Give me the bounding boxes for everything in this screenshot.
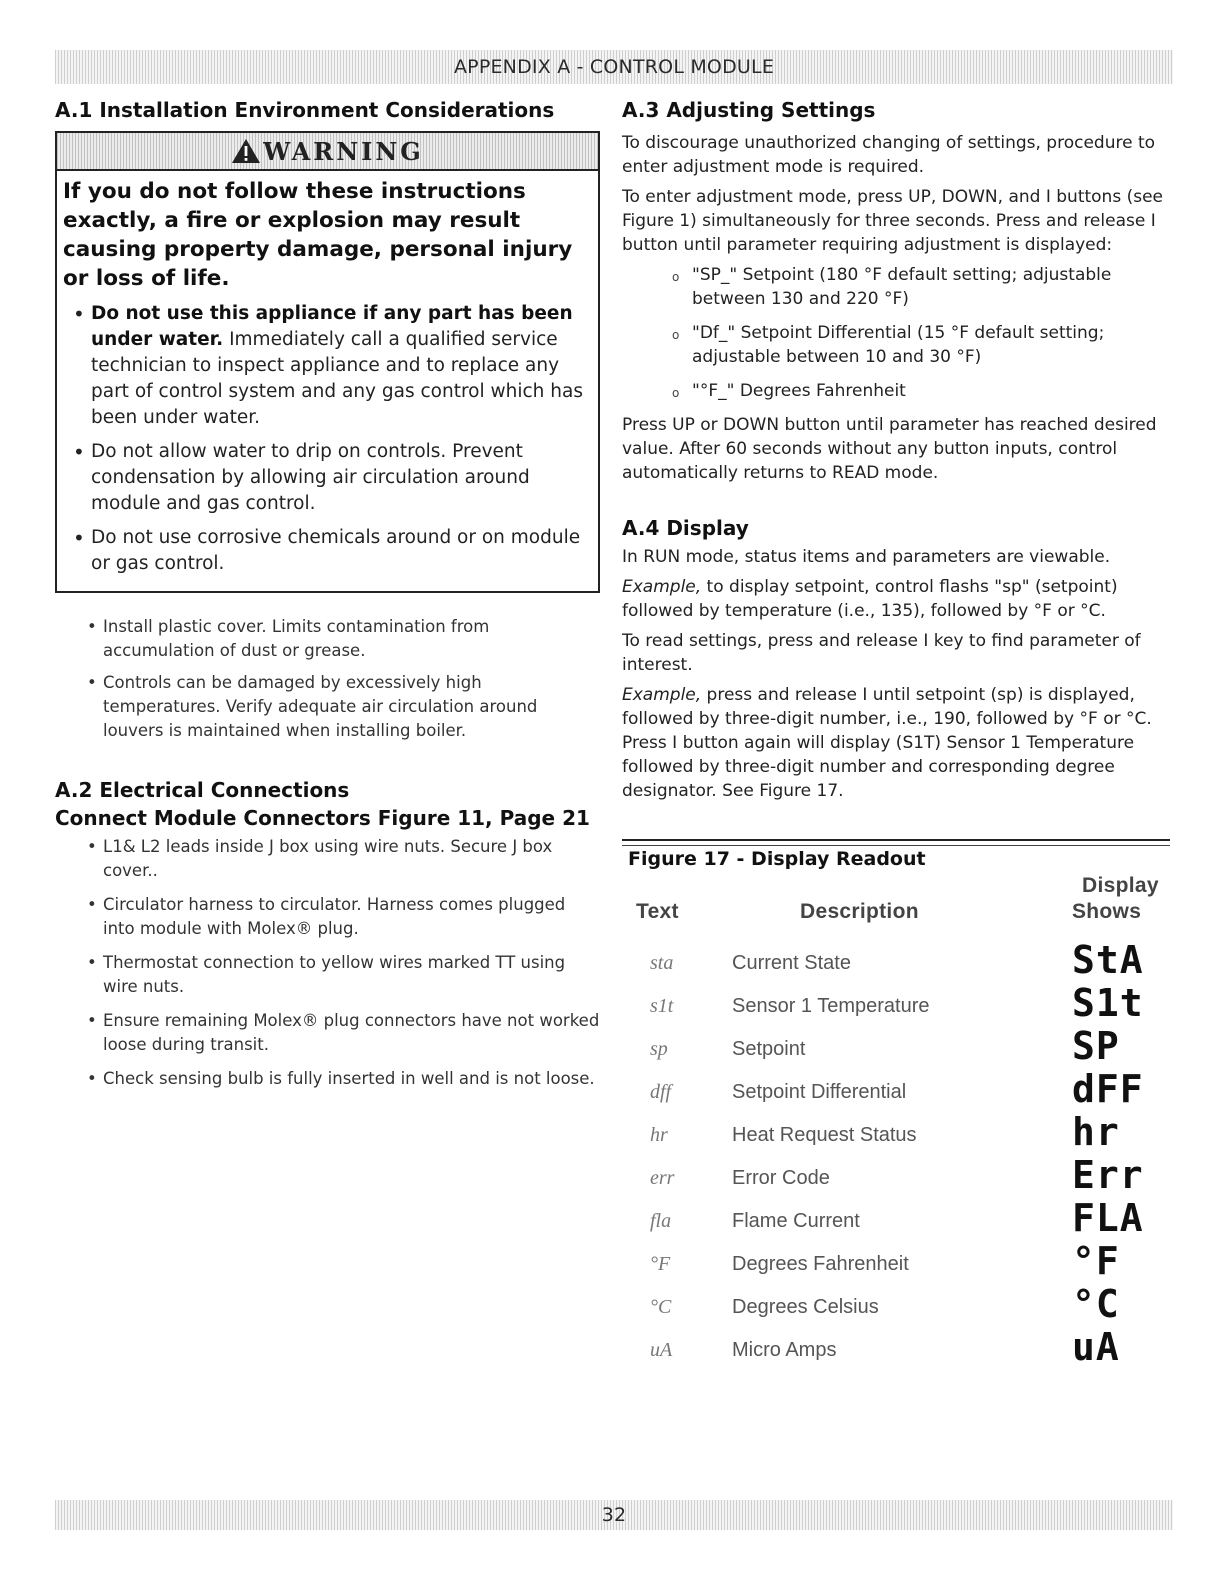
- warning-label: WARNING: [263, 136, 424, 166]
- column-header-shows: Shows: [1072, 900, 1142, 923]
- row-display-readout: StA: [1072, 938, 1144, 982]
- row-text-code: fla: [650, 1210, 672, 1232]
- table-row: [622, 938, 1170, 986]
- figure-top-rule: [622, 839, 1170, 841]
- section-a1-title: A.1 Installation Environment Considerations: [55, 98, 555, 122]
- row-description: Current State: [732, 952, 851, 974]
- page-header-title: APPENDIX A - CONTROL MODULE: [453, 56, 775, 78]
- header-band: [55, 50, 1173, 84]
- table-row: [622, 1282, 1170, 1330]
- row-display-readout: dFF: [1072, 1067, 1144, 1111]
- row-display-readout: FLA: [1072, 1196, 1144, 1240]
- table-row: [622, 1196, 1170, 1244]
- list-item: o "°F_" Degrees Fahrenheit: [680, 379, 1170, 403]
- list-item: o "Df_" Setpoint Differential (15 °F default setting; adjustable between 10 and 30 °F): [680, 321, 1170, 369]
- column-header-display: Display: [1082, 874, 1159, 897]
- a4-example-label-2: Example,: [622, 685, 702, 705]
- page-number: 32: [601, 1504, 627, 1526]
- row-text-code: s1t: [650, 995, 674, 1017]
- warning-lead: If you do not follow these instructions exactly, a fire or explosion may result causing property damage, personal injury or loss of life.: [63, 179, 573, 291]
- section-a4-title: A.4 Display: [622, 516, 749, 540]
- section-a3-title: A.3 Adjusting Settings: [622, 98, 876, 122]
- table-row: [622, 1110, 1170, 1158]
- row-display-readout: °C: [1072, 1282, 1120, 1326]
- row-description: Degrees Fahrenheit: [732, 1253, 909, 1275]
- table-row: [622, 1239, 1170, 1287]
- warning-item-water: [69, 301, 590, 431]
- footer-band: [55, 1500, 1173, 1530]
- a3-paragraph-2: To enter adjustment mode, press UP, DOWN, and I buttons (see Figure 1) simultaneously for three seconds. Press and release I button until parameter requiring adjustment is displayed:: [622, 187, 1163, 255]
- warning-box: [55, 131, 600, 593]
- row-description: Micro Amps: [732, 1339, 837, 1361]
- row-display-readout: SP: [1072, 1024, 1120, 1068]
- row-text-code: °F: [650, 1253, 671, 1275]
- a4-paragraph-4: [622, 683, 1170, 803]
- warning-header: [57, 133, 598, 171]
- connection-list: [55, 835, 600, 1091]
- table-row: [622, 1067, 1170, 1115]
- list-item: • Install plastic cover. Limits contamination from accumulation of dust or grease.: [85, 615, 600, 663]
- row-text-code: err: [650, 1167, 675, 1189]
- row-display-readout: Err: [1072, 1153, 1144, 1197]
- row-text-code: dff: [650, 1081, 672, 1103]
- row-text-code: sta: [650, 952, 674, 974]
- a3-paragraph-1: To discourage unauthorized changing of settings, procedure to enter adjustment mode is required.: [622, 133, 1156, 177]
- row-display-readout: °F: [1072, 1239, 1120, 1283]
- list-item: • Circulator harness to circulator. Harness comes plugged into module with Molex® plug.: [85, 893, 600, 941]
- row-description: Setpoint: [732, 1038, 806, 1060]
- row-text-code: sp: [650, 1038, 668, 1060]
- row-text-code: °C: [650, 1296, 672, 1318]
- a4-example-label: Example,: [622, 577, 702, 597]
- list-item: • Check sensing bulb is fully inserted in well and is not loose.: [85, 1067, 600, 1091]
- a4-paragraph-3: To read settings, press and release I key to find parameter of interest.: [622, 631, 1141, 675]
- figure-second-rule: [622, 845, 1170, 846]
- list-item: • Thermostat connection to yellow wires marked TT using wire nuts.: [85, 951, 600, 999]
- table-row: [622, 981, 1170, 1029]
- row-display-readout: S1t: [1072, 981, 1144, 1025]
- warning-item-chemicals: • Do not use corrosive chemicals around or on module or gas control.: [69, 525, 590, 577]
- left-column: [55, 97, 600, 1101]
- a4-paragraph-4-text: press and release I until setpoint (sp) is displayed, followed by three-digit number, i.e., 190, followed by °F or °C. Press I button again will display (S1T) Sensor 1 Temperature followed by three-digit number and corresponding degree designator. See Figure 17.: [622, 685, 1152, 801]
- table-row: [622, 1153, 1170, 1201]
- list-item: o "SP_" Setpoint (180 °F default setting; adjustable between 130 and 220 °F): [680, 263, 1170, 311]
- warning-triangle-icon: [231, 138, 261, 164]
- row-text-code: uA: [650, 1339, 673, 1361]
- right-column: [622, 97, 1170, 1369]
- list-item: • Ensure remaining Molex® plug connectors have not worked loose during transit.: [85, 1009, 600, 1057]
- row-description: Setpoint Differential: [732, 1081, 907, 1103]
- row-display-readout: uA: [1072, 1325, 1120, 1369]
- row-description: Sensor 1 Temperature: [732, 995, 930, 1017]
- a4-paragraph-2-text: to display setpoint, control flashs "sp" (setpoint) followed by temperature (i.e., 135), followed by °F or °C.: [622, 577, 1118, 621]
- a4-paragraph-2: [622, 575, 1170, 623]
- section-a2-title: A.2 Electrical Connections: [55, 778, 350, 802]
- row-description: Flame Current: [732, 1210, 860, 1232]
- list-item: • Controls can be damaged by excessively high temperatures. Verify adequate air circulation around louvers is maintained when installing boiler.: [85, 671, 600, 743]
- row-text-code: hr: [650, 1124, 668, 1146]
- display-readout-table: [622, 874, 1170, 1369]
- table-row: [622, 1024, 1170, 1072]
- row-display-readout: hr: [1072, 1110, 1120, 1154]
- column-header-description: Description: [800, 900, 919, 923]
- column-header-text: Text: [636, 900, 679, 923]
- warning-list: [57, 297, 598, 577]
- row-description: Error Code: [732, 1167, 830, 1189]
- warning-item-water-text: Immediately call a qualified service technician to inspect appliance and to replace any part of control system and any gas control which has been under water.: [91, 329, 583, 428]
- table-row: [622, 1325, 1170, 1373]
- warning-item-drip: • Do not allow water to drip on controls. Prevent condensation by allowing air circulation around module and gas control.: [69, 439, 590, 517]
- row-description: Heat Request Status: [732, 1124, 917, 1146]
- a3-paragraph-3: Press UP or DOWN button until parameter has reached desired value. After 60 seconds without any button inputs, control automatically returns to READ mode.: [622, 415, 1157, 483]
- figure-17-title: Figure 17 - Display Readout: [628, 848, 926, 870]
- parameter-list: [622, 263, 1170, 403]
- section-a2-subtitle: Connect Module Connectors Figure 11, Page 21: [55, 806, 590, 830]
- warning-item-water-bold: Do not use this appliance if any part has been under water.: [91, 303, 573, 350]
- a4-paragraph-1: In RUN mode, status items and parameters are viewable.: [622, 547, 1111, 567]
- row-description: Degrees Celsius: [732, 1296, 879, 1318]
- list-item: • L1& L2 leads inside J box using wire nuts. Secure J box cover..: [85, 835, 600, 883]
- installation-notes: [55, 615, 600, 743]
